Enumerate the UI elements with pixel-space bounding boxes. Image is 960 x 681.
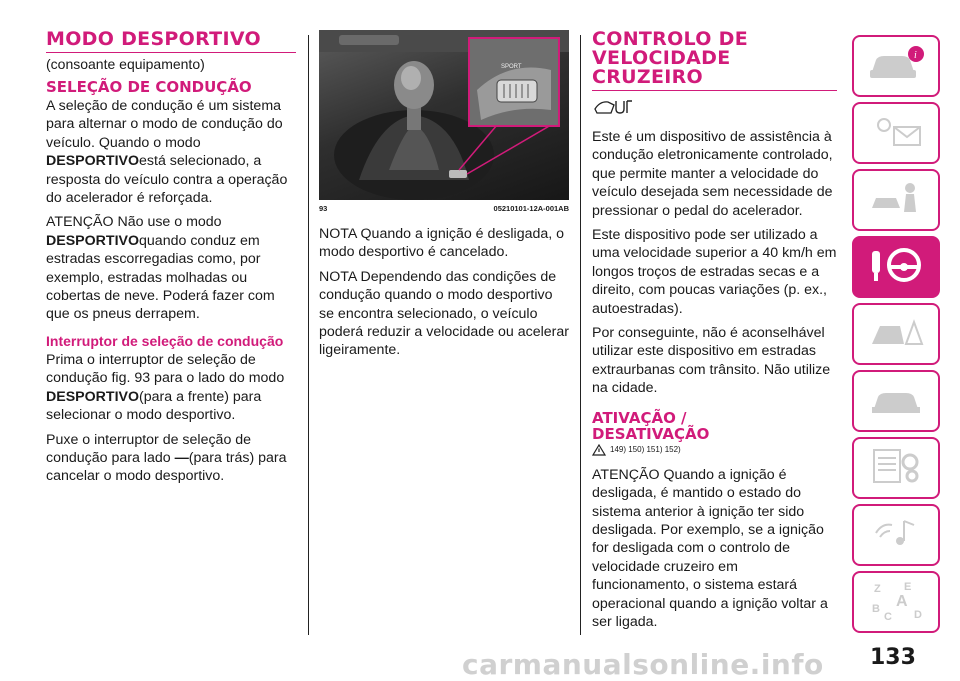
tab-multimedia[interactable] [852,504,940,566]
heading-drive-selection-switch: Interruptor de seleção de condução [46,332,284,349]
cruise-control-icon [592,95,837,122]
column-middle [319,30,569,366]
warning-lights-icon [866,111,926,156]
paragraph-note-ignition: NOTA Quando a ignição é desligada, o modo desportivo é cancelado. [319,226,565,261]
title-underline [592,90,837,91]
paragraph-note-conditions: NOTA Dependendo das condições de condução quando o modo desportivo se encontra selecionado, o veículo poderá reduzir a velocidade ou acelerar ligeiramente. [319,268,570,359]
tab-maintenance[interactable] [852,370,940,432]
warning-reference-numbers: 149) 150) 151) 152) [610,445,681,455]
subtitle-activation: ATIVAÇÃO / DESATIVAÇÃO [592,408,710,443]
tab-car-info[interactable] [852,35,940,97]
paragraph-press-switch: Prima o interruptor de seleção de condução fig. 93 para o lado do modo DESPORTIVO(para a frente) para selecionar o modo desportivo. [46,351,285,424]
title-underline [46,52,296,53]
warning-triangle-icon [592,444,606,456]
multimedia-icon [866,513,926,558]
emergency-icon [866,312,926,357]
figure-number: 93 [319,204,328,213]
subtitle-drive-selection: SELEÇÃO DE CONDUÇÃO [46,78,252,96]
figure-sport-label: SPORT [501,64,522,70]
section-title-cruise-control: CONTROLO DE VELOCIDADE CRUZEIRO [592,28,748,88]
paragraph-cruise-intro: Este é um dispositivo de assistência à condução eletronicamente controlado, que permite manter a velocidade do veículo desejada sem necessidade de pressionar o pedal do acelerador. [592,129,833,219]
figure-caption [319,204,569,213]
paragraph-pull-switch: Puxe o interruptor de seleção de condução para lado —(para trás) para cancelar o modo desportivo. [46,431,287,485]
svg-text:Z: Z [874,582,881,595]
tab-warning-lights[interactable] [852,102,940,164]
svg-text:B: B [872,602,880,615]
tab-safety[interactable] [852,169,940,231]
column-right [592,30,837,637]
technical-data-icon [866,446,926,491]
watermark: carmanualsonline.info [462,648,824,681]
paragraph-cruise-usage: Este dispositivo pode ser utilizado a uma velocidade superior a 40 km/h em longos troços de estradas secas e a direito, com poucas variações (p. ex., autoestradas). [592,227,837,317]
figure-93-gear-console [319,30,569,200]
page-number: 133 [870,645,916,670]
column-divider-1 [308,35,309,635]
svg-text:A: A [896,592,908,610]
chapter-tabs [852,35,940,638]
tab-index[interactable] [852,571,940,633]
gear-shifter-illustration [319,30,569,200]
tab-driving[interactable] [852,236,940,298]
svg-text:D: D [914,608,922,621]
svg-text:i: i [914,49,917,61]
equipment-note: (consoante equipamento) [46,56,205,72]
section-title-sport-mode: MODO DESPORTIVO [46,28,261,50]
column-divider-2 [580,35,581,635]
paragraph-cruise-warning: ATENÇÃO Quando a ignição é desligada, é mantido o estado do sistema anterior à ignição ter sido desligada. Por exemplo, se a ignição for desligada com o controlo de velocidade cruzeiro em funcionamento, o sistema estará operacional quando a ignição voltar a ser ligada. [592,466,828,630]
svg-text:E: E [904,580,912,593]
safety-icon [866,178,926,223]
driving-icon [866,245,926,290]
index-icon [866,578,926,627]
warning-references [592,444,837,456]
paragraph-cruise-advice: Por conseguinte, não é aconselhável utilizar este dispositivo em estradas extraurbanas com trânsito. Não utilize na cidade. [592,325,831,397]
column-left [46,30,296,492]
paragraph-warning-slippery: ATENÇÃO Não use o modo DESPORTIVOquando conduz em estradas escorregadias como, por exemplo, estradas molhadas ou cobertas de neve. Poderá fazer com que os pneus derrapem. [46,214,275,323]
tab-technical-data[interactable] [852,437,940,499]
car-info-icon [866,44,926,89]
svg-text:C: C [884,610,892,622]
figure-code: 05210101-12A-001AB [493,204,569,213]
tab-emergency[interactable] [852,303,940,365]
paragraph-drive-selection: A seleção de condução é um sistema para alternar o modo de condução do veículo. Quando o modo DESPORTIVOestá selecionado, a resposta do veículo contra a operação do acelerador é reforçada. [46,98,288,207]
maintenance-icon [866,379,926,424]
